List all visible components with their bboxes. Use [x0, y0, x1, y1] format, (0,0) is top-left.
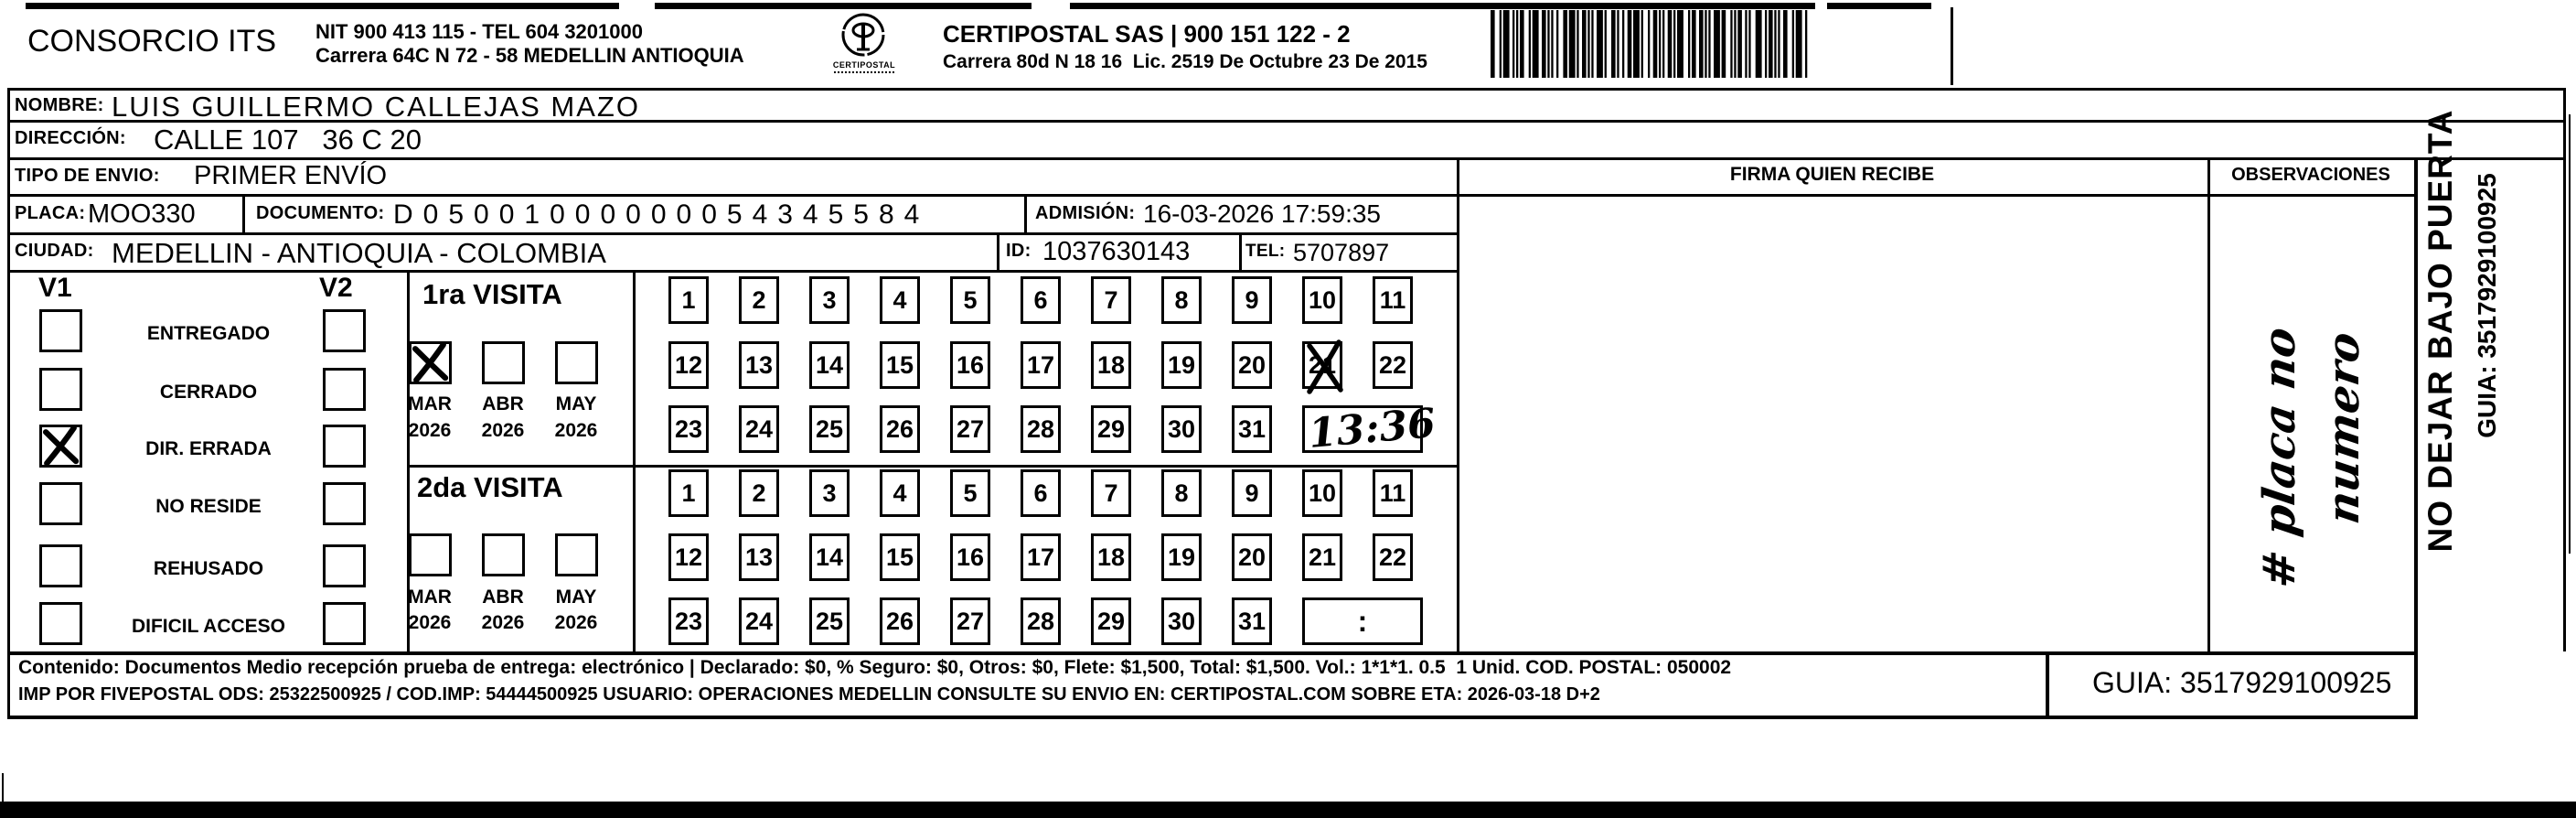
day-cell-v2-10: 10: [1302, 469, 1342, 517]
month-label: MAR: [408, 587, 452, 608]
carrier-name-line: CERTIPOSTAL SAS | 900 151 122 - 2: [943, 20, 1351, 48]
checkbox-1ra-visita-abr: [482, 341, 525, 384]
day-cell-v2-12: 12: [668, 533, 709, 581]
bottom-bar: [0, 802, 2576, 818]
day-cell-v1-15: 15: [880, 341, 920, 389]
day-cell-v1-14: 14: [809, 341, 850, 389]
month-year-label: 2026: [408, 612, 452, 633]
day-cell-v1-19: 19: [1161, 341, 1202, 389]
documento-value: D05001000000054345584: [393, 199, 930, 230]
checkbox-v1-rehusado: [39, 544, 82, 587]
observation-note: [2248, 212, 2385, 591]
company-name: CONSORCIO ITS: [27, 24, 277, 59]
cell-border: [2046, 651, 2049, 719]
id-label: ID:: [1006, 241, 1031, 261]
day-row: [668, 341, 1413, 389]
ciudad-label: CIUDAD:: [15, 241, 94, 261]
month-year-label: 2026: [554, 420, 598, 441]
certipostal-logo-icon: [839, 11, 887, 59]
nombre-value: LUIS GUILLERMO CALLEJAS MAZO: [112, 91, 640, 123]
logo-caption: CERTIPOSTAL: [832, 60, 896, 70]
tel-value: 5707897: [1293, 239, 1390, 266]
day-cell-v2-19: 19: [1161, 533, 1202, 581]
day-row: [668, 533, 1413, 581]
guia-box-label: GUIA: 3517929100925: [2092, 666, 2392, 699]
day-cell-v2-4: 4: [880, 469, 920, 517]
day-cell-v2-9: 9: [1232, 469, 1272, 517]
day-cell-v1-2: 2: [739, 276, 779, 324]
checkbox-v1-entregado: [39, 309, 82, 352]
day-cell-v2-13: 13: [739, 533, 779, 581]
checkbox-v1-cerrado: [39, 368, 82, 411]
checkbox-v1-no-reside: [39, 482, 82, 525]
day-cell-v2-26: 26: [880, 597, 920, 645]
outer-border: [7, 88, 10, 719]
column-border: [2207, 157, 2210, 651]
day-cell-v2-23: 23: [668, 597, 709, 645]
day-cell-v1-25: 25: [809, 405, 850, 453]
day-cell-v1-23: 23: [668, 405, 709, 453]
day-cell-v2-2: 2: [739, 469, 779, 517]
placa-label: PLACA:: [15, 203, 86, 223]
row-border: [7, 270, 1459, 273]
day-cell-v2-22: 22: [1373, 533, 1413, 581]
checkbox-v2-rehusado: [323, 544, 366, 587]
status-label-no-reside: NO RESIDE: [155, 496, 262, 517]
direccion-label: DIRECCIÓN:: [15, 128, 126, 148]
day-cell-v1-8: 8: [1161, 276, 1202, 324]
scan-top-line: [1827, 3, 1931, 9]
cell-border: [997, 232, 999, 270]
no-dejar-warning: NO DEJAR BAJO PUERTA: [2421, 109, 2459, 553]
day-cell-v1-5: 5: [950, 276, 990, 324]
row-border: [7, 157, 2566, 160]
ciudad-value: MEDELLIN - ANTIOQUIA - COLOMBIA: [112, 237, 606, 269]
day-cell-v2-11: 11: [1373, 469, 1413, 517]
barcode: [1491, 10, 1811, 78]
day-cell-v1-16: 16: [950, 341, 990, 389]
row-border: [7, 194, 2417, 197]
cell-border: [1239, 232, 1242, 270]
day-cell-v2-17: 17: [1021, 533, 1061, 581]
day-cell-v2-25: 25: [809, 597, 850, 645]
day-cell-v2-20: 20: [1232, 533, 1272, 581]
status-label-dir-errada: DIR. ERRADA: [145, 438, 272, 459]
row-border: [407, 465, 1457, 468]
checkbox-2da-visita-mar: [409, 533, 452, 576]
footer-border: [7, 716, 2418, 719]
day-row: [668, 400, 1438, 457]
tel-label: TEL:: [1245, 242, 1286, 261]
checkbox-v1-dir-errada: [39, 425, 82, 468]
time-colon: :: [1357, 604, 1368, 638]
month-year-label: 2026: [408, 420, 452, 441]
handwritten-time: 13:36: [1307, 400, 1438, 457]
visit1-title: 1ra VISITA: [422, 278, 562, 310]
v2-header: V2: [319, 273, 353, 303]
day-cell-v1-26: 26: [880, 405, 920, 453]
status-label-cerrado: CERRADO: [159, 382, 258, 403]
footer-line2: IMP POR FIVEPOSTAL ODS: 25322500925 / COD.IMP: 54444500925 USUARIO: OPERACIONES MEDELLIN CONSULTE SU ENVIO EN: CERTIPOSTAL.COM SOBRE ETA: 2026-03-18 D+2: [18, 684, 1600, 705]
day-cell-v1-28: 28: [1021, 405, 1061, 453]
day-row: [668, 276, 1413, 324]
checkbox-v2-dificil-acceso: [323, 602, 366, 645]
status-label-rehusado: REHUSADO: [153, 558, 264, 579]
checkbox-1ra-visita-may: [555, 341, 598, 384]
day-cell-v1-11: 11: [1373, 276, 1413, 324]
visit1-time-box: [1302, 400, 1438, 457]
status-label-entregado: ENTREGADO: [146, 323, 271, 344]
day-cell-v1-13: 13: [739, 341, 779, 389]
admision-label: ADMISIÓN:: [1035, 203, 1136, 223]
day-cell-v1-3: 3: [809, 276, 850, 324]
v1-header: V1: [38, 273, 72, 303]
checkbox-v2-dir-errada: [323, 425, 366, 468]
checkbox-v1-dificil-acceso: [39, 602, 82, 645]
day-cell-v1-6: 6: [1021, 276, 1061, 324]
column-border: [633, 270, 636, 651]
scan-top-line: [26, 3, 619, 9]
day-cell-v1-17: 17: [1021, 341, 1061, 389]
day-cell-v1-10: 10: [1302, 276, 1342, 324]
day-cell-v2-30: 30: [1161, 597, 1202, 645]
month-year-label: 2026: [554, 612, 598, 633]
day-cell-v2-5: 5: [950, 469, 990, 517]
month-label: MAY: [555, 393, 597, 414]
footer-border: [7, 651, 2418, 655]
scan-top-line: [1070, 3, 1815, 9]
id-value: 1037630143: [1042, 237, 1191, 266]
day-cell-v2-21: 21: [1302, 533, 1342, 581]
checkbox-2da-visita-may: [555, 533, 598, 576]
observaciones-header: OBSERVACIONES: [2231, 165, 2390, 185]
day-cell-v1-20: 20: [1232, 341, 1272, 389]
day-cell-v1-4: 4: [880, 276, 920, 324]
day-cell-v1-21: 21: [1302, 341, 1342, 389]
observation-note-line: # placa no: [2254, 324, 2305, 591]
checkbox-v2-no-reside: [323, 482, 366, 525]
tipo-envio-label: TIPO DE ENVIO:: [15, 166, 160, 186]
logo-caption-rule: [834, 71, 894, 73]
month-year-label: 2026: [481, 612, 525, 633]
day-cell-v2-8: 8: [1161, 469, 1202, 517]
day-cell-v1-12: 12: [668, 341, 709, 389]
day-cell-v2-14: 14: [809, 533, 850, 581]
cell-border: [1024, 195, 1027, 232]
scan-right-edge: [2569, 114, 2571, 554]
documento-label: DOCUMENTO:: [256, 203, 385, 223]
firma-header: FIRMA QUIEN RECIBE: [1729, 164, 1935, 185]
day-cell-v1-27: 27: [950, 405, 990, 453]
checkbox-2da-visita-abr: [482, 533, 525, 576]
day-cell-v1-22: 22: [1373, 341, 1413, 389]
day-cell-v2-16: 16: [950, 533, 990, 581]
checkbox-v2-entregado: [323, 309, 366, 352]
day-cell-v2-24: 24: [739, 597, 779, 645]
day-cell-v1-29: 29: [1091, 405, 1131, 453]
outer-border: [2563, 88, 2566, 651]
visit2-time-box: [1302, 597, 1423, 645]
day-cell-v2-31: 31: [1232, 597, 1272, 645]
day-row: [668, 597, 1423, 645]
guia-vertical: GUIA: 3517929100925: [2473, 173, 2501, 438]
checkbox-1ra-visita-mar: [409, 341, 452, 384]
day-cell-v1-30: 30: [1161, 405, 1202, 453]
day-cell-v1-9: 9: [1232, 276, 1272, 324]
observation-note-line: numero: [2318, 328, 2369, 527]
day-cell-v2-6: 6: [1021, 469, 1061, 517]
company-nit-line: NIT 900 413 115 - TEL 604 3201000: [315, 20, 643, 43]
month-label: ABR: [482, 393, 524, 414]
day-cell-v2-1: 1: [668, 469, 709, 517]
month-year-label: 2026: [481, 420, 525, 441]
scan-tick: [1951, 7, 1953, 85]
day-cell-v2-28: 28: [1021, 597, 1061, 645]
direccion-value: CALLE 107 36 C 20: [154, 124, 422, 156]
footer-line1: Contenido: Documentos Medio recepción prueba de entrega: electrónico | Declarado: $0, % Seguro: $0, Otros: $0, Flete: $1,500, Total: $1,500. Vol.: 1*1*1. 0.5 1 Unid. COD. POSTAL: 050002: [18, 657, 1732, 678]
day-cell-v2-18: 18: [1091, 533, 1131, 581]
day-cell-v1-1: 1: [668, 276, 709, 324]
day-cell-v2-7: 7: [1091, 469, 1131, 517]
day-cell-v1-7: 7: [1091, 276, 1131, 324]
admision-value: 16-03-2026 17:59:35: [1143, 199, 1381, 228]
company-address-line: Carrera 64C N 72 - 58 MEDELLIN ANTIOQUIA: [315, 44, 744, 67]
tipo-envio-value: PRIMER ENVÍO: [194, 161, 388, 190]
nombre-label: NOMBRE:: [15, 95, 104, 115]
month-label: MAR: [408, 393, 452, 414]
column-border: [1457, 157, 1459, 651]
carrier-license-line: Carrera 80d N 18 16 Lic. 2519 De Octubre 23 De 2015: [943, 51, 1427, 72]
day-cell-v1-18: 18: [1091, 341, 1131, 389]
cell-border: [242, 195, 245, 232]
month-label: ABR: [482, 587, 524, 608]
checkbox-v2-cerrado: [323, 368, 366, 411]
day-row: [668, 469, 1413, 517]
day-cell-v1-24: 24: [739, 405, 779, 453]
status-label-dificil-acceso: DIFICIL ACCESO: [131, 616, 285, 637]
month-label: MAY: [555, 587, 597, 608]
day-cell-v2-15: 15: [880, 533, 920, 581]
day-cell-v2-3: 3: [809, 469, 850, 517]
column-border: [2414, 157, 2418, 719]
visit2-title: 2da VISITA: [417, 471, 563, 503]
day-cell-v2-29: 29: [1091, 597, 1131, 645]
day-cell-v2-27: 27: [950, 597, 990, 645]
day-cell-v1-31: 31: [1232, 405, 1272, 453]
placa-value: MOO330: [88, 199, 196, 229]
scan-top-line: [655, 3, 1031, 9]
